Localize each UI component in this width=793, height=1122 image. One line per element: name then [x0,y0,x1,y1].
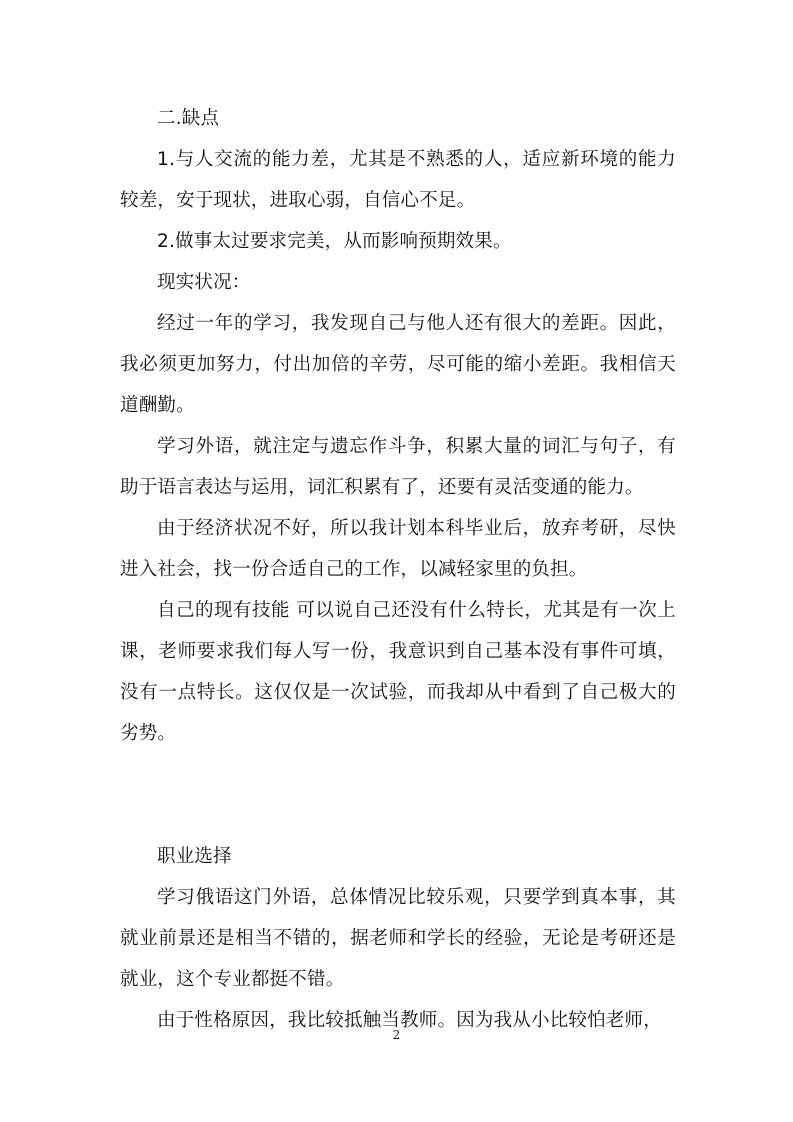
blank-space [120,754,676,836]
section-heading-weaknesses: 二.缺点 [157,108,220,129]
paragraph: 2.做事太过要求完美，从而影响预期效果。 [157,231,512,252]
paragraph: 由于经济状况不好，所以我计划本科毕业后，放弃考研，尽快进入社会，找一份合适自己的工作，以减轻家里的负担。 [120,518,676,580]
page-number: 2 [392,1028,401,1042]
section-heading-career-choice: 职业选择 [157,846,232,867]
paragraph: 由于性格原因，我比较抵触当教师。因为我从小比较怕老师， [157,1010,662,1031]
paragraph: 1.与人交流的能力差，尤其是不熟悉的人，适应新环境的能力较差，安于现状，进取心弱，自信心不足。 [120,149,676,211]
paragraph: 自己的现有技能 可以说自己还没有什么特长，尤其是有一次上课，老师要求我们每人写一份，我意识到自己基本没有事件可填，没有一点特长。这仅仅是一次试验，而我却从中看到了自己极大的劣势。 [120,600,676,744]
document-body [120,98,676,1041]
paragraph: 经过一年的学习，我发现自己与他人还有很大的差距。因此，我必须更加努力，付出加倍的辛劳，尽可能的缩小差距。我相信天道酬勤。 [120,313,676,416]
section-heading-current-situation: 现实状况： [157,272,251,293]
paragraph: 学习俄语这门外语，总体情况比较乐观，只要学到真本事，其就业前景还是相当不错的，据老师和学长的经验，无论是考研还是就业，这个专业都挺不错。 [120,887,676,990]
paragraph: 学习外语，就注定与遗忘作斗争，积累大量的词汇与句子，有助于语言表达与运用，词汇积累有了，还要有灵活变通的能力。 [120,436,676,498]
